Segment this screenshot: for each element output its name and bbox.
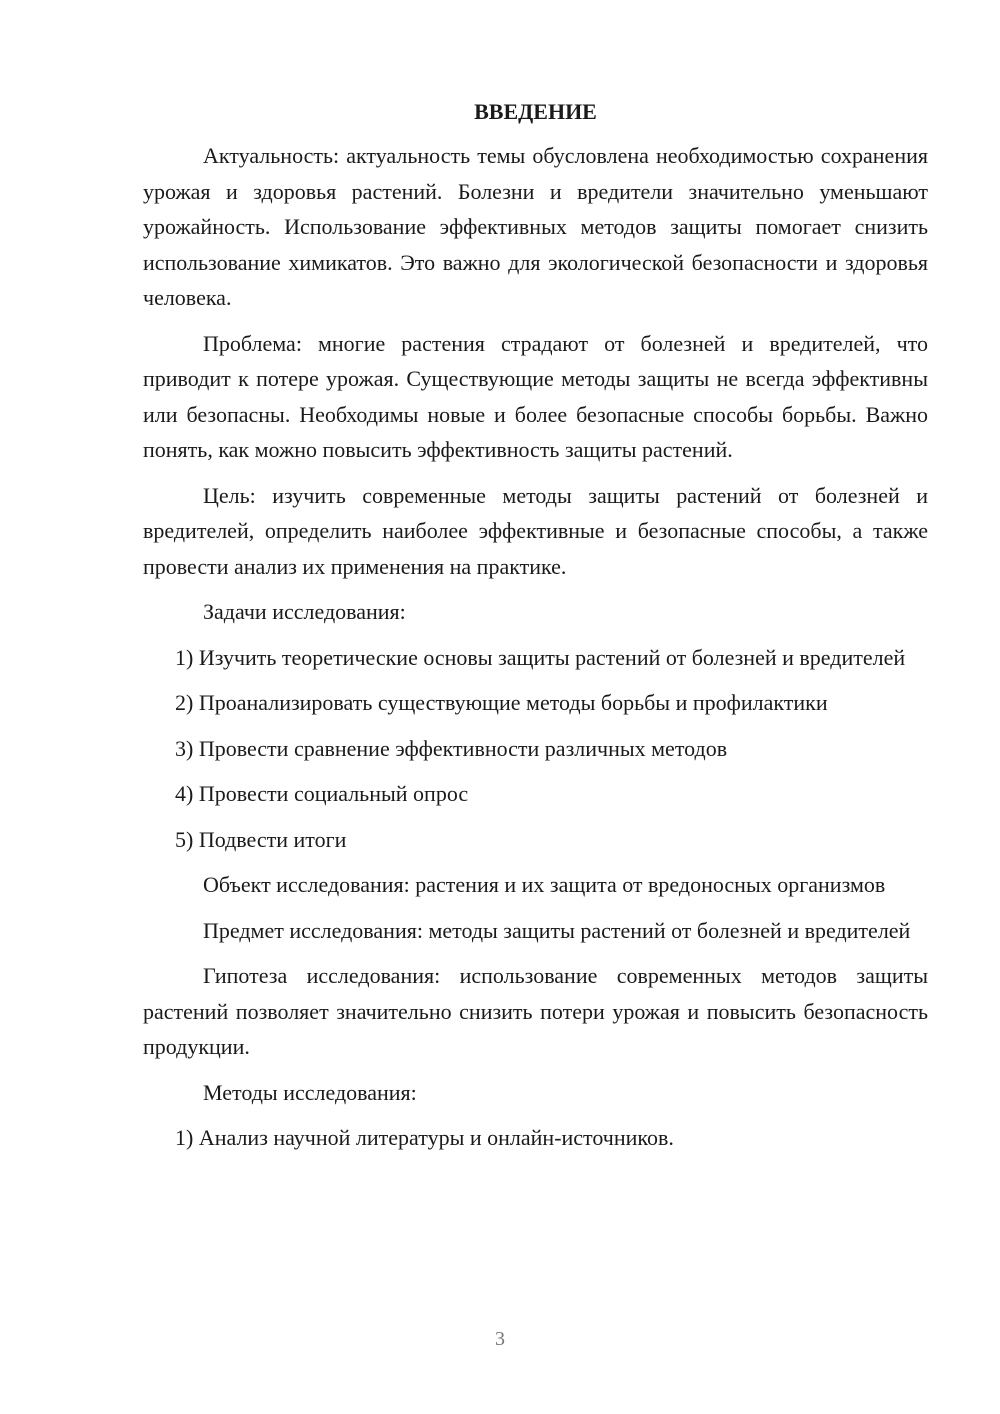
- goal-paragraph: Цель: изучить современные методы защиты растений от болезней и вредителей, определить наиболее эффективные и безопасные способы, а также провести анализ их применения на практике.: [143, 482, 928, 579]
- method-item-1: 1) Анализ научной литературы и онлайн-источников.: [175, 1125, 674, 1150]
- page-number: 3: [495, 1328, 505, 1350]
- page-title: ВВЕДЕНИЕ: [474, 99, 597, 124]
- problem-paragraph: Проблема: многие растения страдают от болезней и вредителей, что приводит к потере урожая. Существующие методы защиты не всегда эффективны или безопасны. Необходимы новые и более безопасные способы борьбы. Важно понять, как можно повысить эффективность защиты растений.: [143, 330, 928, 462]
- task-item-3: 3) Провести сравнение эффективности различных методов: [175, 735, 728, 761]
- tasks-heading: Задачи исследования:: [203, 599, 406, 624]
- document-body: [143, 96, 928, 1166]
- hypothesis-paragraph: Гипотеза исследования: использование современных методов защиты растений позволяет значительно снизить потери урожая и повысить безопасность продукции.: [143, 963, 928, 1059]
- object-paragraph: Объект исследования: растения и их защита от вредоносных организмов: [203, 872, 886, 897]
- subject-paragraph: Предмет исследования: методы защиты растений от болезней и вредителей: [203, 917, 911, 943]
- task-item-2: 2) Проанализировать существующие методы борьбы и профилактики: [175, 690, 828, 715]
- relevance-paragraph: Актуальность: актуальность темы обусловлена необходимостью сохранения урожая и здоровья растений. Болезни и вредители значительно уменьшают урожайность. Использование эффективных методов защиты помогает снизить использование химикатов. Это важно для экологической безопасности и здоровья человека.: [143, 143, 928, 310]
- task-item-1: 1) Изучить теоретические основы защиты растений от болезней и вредителей: [175, 644, 906, 670]
- task-item-4: 4) Провести социальный опрос: [175, 781, 469, 806]
- methods-heading: Методы исследования:: [203, 1079, 417, 1105]
- task-item-5: 5) Подвести итоги: [175, 826, 347, 852]
